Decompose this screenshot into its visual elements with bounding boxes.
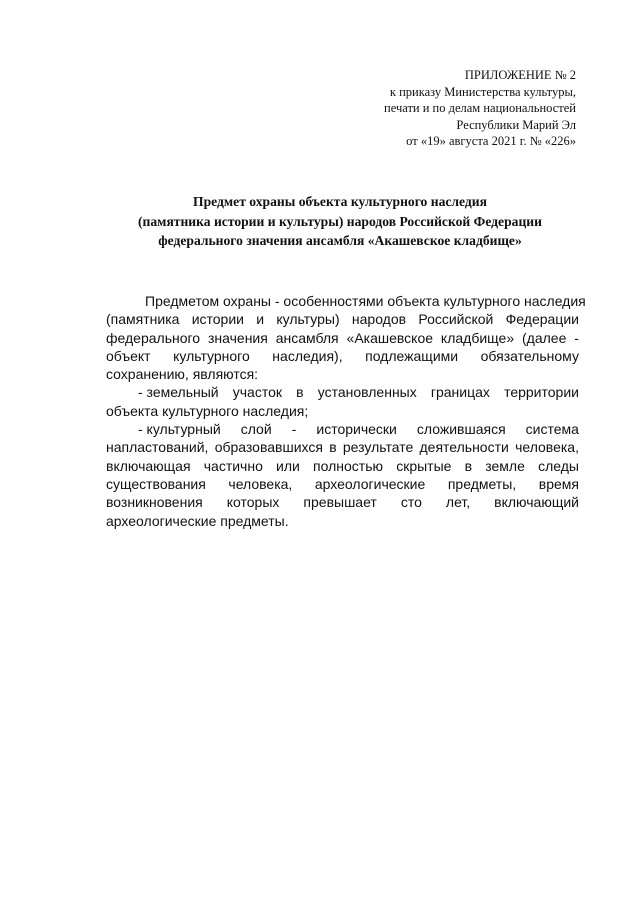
word: объект — [106, 347, 151, 364]
intro-paragraph — [106, 292, 586, 383]
appendix-line: Республики Марий Эл — [456, 117, 576, 132]
word: истории — [191, 311, 244, 328]
word: частично — [203, 457, 263, 474]
text-line — [106, 329, 579, 347]
word: следы — [538, 457, 579, 474]
word: исторически — [316, 421, 397, 438]
word: существования — [106, 475, 206, 492]
word: слой — [240, 421, 272, 438]
word: установленных — [317, 384, 417, 401]
word: археологические предметы. — [106, 512, 289, 529]
word: - — [291, 421, 297, 438]
word: деятельности — [419, 439, 509, 456]
word: земле — [485, 457, 525, 474]
word: федерального — [106, 329, 201, 346]
word: сохранению, являются: — [106, 366, 259, 383]
text-line — [106, 383, 579, 401]
word: объекта культурного наследия; — [106, 402, 309, 419]
word: наследия), — [272, 347, 343, 364]
word: значения — [207, 329, 268, 346]
word: превышает — [303, 494, 377, 511]
word: культурного — [173, 347, 250, 364]
word: обязательному — [480, 347, 579, 364]
word: полностью — [313, 457, 383, 474]
title-line: федерального значения ансамбля «Акашевское кладбище» — [158, 233, 522, 248]
word: включающая — [106, 457, 191, 474]
word: образовавшихся — [214, 439, 323, 456]
word: кладбище» — [440, 329, 515, 346]
word: - земельный — [138, 384, 219, 401]
word: напластований, — [106, 439, 209, 456]
word: сложившаяся — [416, 421, 506, 438]
word: археологические — [314, 475, 426, 492]
word: скрытые — [396, 457, 452, 474]
word: человека, — [515, 439, 579, 456]
appendix-line: к приказу Министерства культуры, — [389, 84, 576, 99]
word: территории — [504, 384, 579, 401]
word: которых — [226, 494, 280, 511]
word: Предметом охраны - особенностями объекта культурного наследия — [145, 293, 586, 309]
word: (памятника — [106, 311, 180, 328]
text-line — [106, 457, 579, 475]
word: границах — [430, 384, 490, 401]
word: - культурный — [138, 421, 221, 438]
word: подлежащими — [365, 347, 459, 364]
word: включающий — [494, 494, 579, 511]
document-title — [100, 192, 580, 251]
text-line — [106, 438, 579, 456]
word: в — [329, 439, 337, 456]
word: время — [538, 475, 579, 492]
word: в — [296, 384, 304, 401]
document-body — [106, 292, 586, 530]
word: предметы, — [447, 475, 517, 492]
appendix-line: от «19» августа 2021 г. № «226» — [406, 134, 576, 149]
word: - — [574, 329, 579, 346]
word: результате — [342, 439, 414, 456]
title-line: (памятника истории и культуры) народов Российской Федерации — [138, 213, 542, 229]
word: и — [256, 311, 265, 328]
word: система — [525, 421, 579, 438]
text-line — [106, 512, 579, 530]
title-line: Предмет охраны объекта культурного наследия — [193, 194, 487, 209]
text-line — [106, 402, 579, 420]
text-line — [106, 292, 586, 310]
text-line — [106, 493, 579, 511]
word: Федерации — [505, 311, 579, 328]
word: сто — [400, 494, 422, 511]
text-line — [106, 310, 579, 328]
appendix-header — [316, 67, 576, 150]
list-item-land-plot — [106, 383, 579, 420]
word: возникновения — [106, 494, 203, 511]
text-line — [106, 365, 579, 383]
word: «Акашевское — [346, 329, 434, 346]
text-line — [106, 475, 579, 493]
word: в — [464, 457, 473, 474]
word: или — [276, 457, 300, 474]
text-line — [106, 347, 579, 365]
word: народов — [351, 311, 407, 328]
word: (далее — [522, 329, 567, 346]
word: лет, — [445, 494, 471, 511]
appendix-title: ПРИЛОЖЕНИЕ № 2 — [464, 68, 576, 82]
word: культуры) — [276, 311, 340, 328]
word: человека, — [228, 475, 293, 492]
text-line — [106, 420, 579, 438]
word: ансамбля — [275, 329, 339, 346]
list-item-cultural-layer — [106, 420, 579, 530]
word: участок — [232, 384, 283, 401]
word: Российской — [418, 311, 494, 328]
appendix-line: печати и по делам национальностей — [384, 101, 576, 116]
